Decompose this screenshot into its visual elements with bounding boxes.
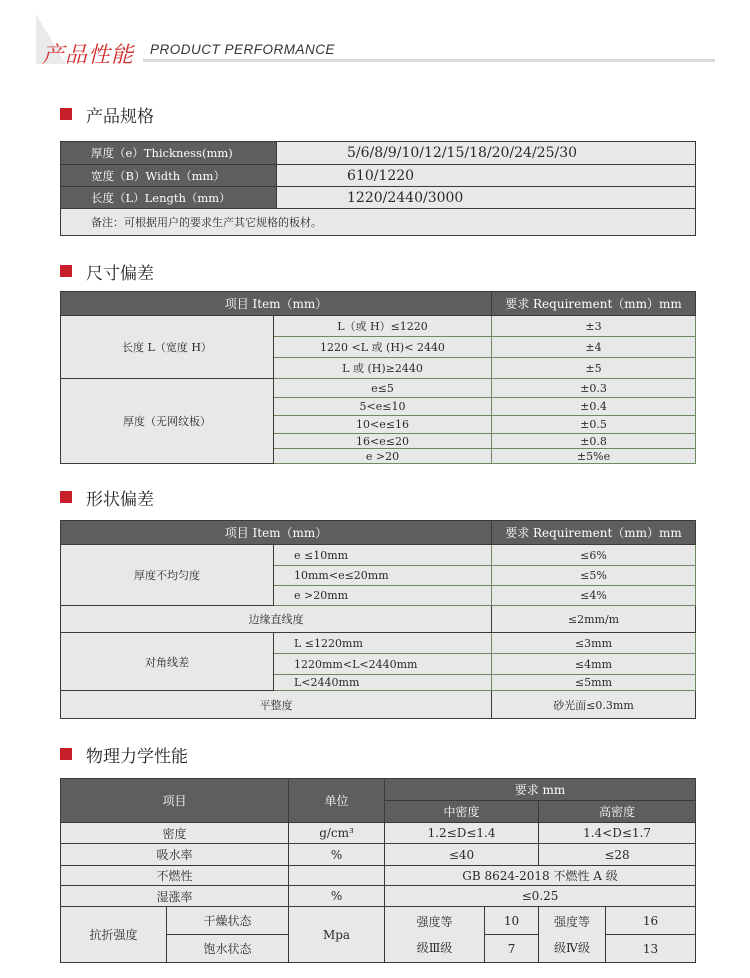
req-cell: ±0.5 xyxy=(492,416,696,434)
req-cell: ±0.8 xyxy=(492,434,696,449)
spec-key: 宽度（B）Width（mm） xyxy=(61,165,277,187)
section-spec-title xyxy=(60,103,154,125)
section-title-text: 尺寸偏差 xyxy=(86,263,154,284)
cond-cell: e >20 xyxy=(274,449,492,464)
col-header-req: 要求 Requirement（mm）mm xyxy=(492,521,696,545)
table-row xyxy=(61,823,696,844)
req-cell: ±3 xyxy=(492,316,696,337)
col-header-item: 项目 Item（mm） xyxy=(61,292,492,316)
req-cell: ≤3mm xyxy=(492,633,696,654)
col-header-req: 要求 mm xyxy=(385,779,696,801)
group-name: 厚度不均匀度 xyxy=(61,545,274,606)
high-grade-line1: 强度等 xyxy=(554,914,591,929)
table-row xyxy=(61,907,696,935)
table-row xyxy=(61,292,696,316)
col-header-mid: 中密度 xyxy=(385,801,539,823)
section-marker-icon xyxy=(60,108,72,120)
cond-cell: e >20mm xyxy=(274,586,492,606)
header-title-en: PRODUCT PERFORMANCE xyxy=(150,42,336,57)
mid-dry-value: 10 xyxy=(485,907,539,935)
group-name: 长度 L（宽度 H） xyxy=(61,316,274,379)
prop-req: ≤0.25 xyxy=(385,886,696,907)
req-cell: ±5 xyxy=(492,358,696,379)
edge-name: 边缘直线度 xyxy=(61,606,492,633)
cond-cell: 10<e≤16 xyxy=(274,416,492,434)
col-header-item: 项目 Item（mm） xyxy=(61,521,492,545)
section-shape-title xyxy=(60,486,154,508)
prop-high: ≤28 xyxy=(539,844,696,866)
prop-name: 湿涨率 xyxy=(61,886,289,907)
prop-name: 抗折强度 xyxy=(61,907,167,963)
mid-grade-line1: 强度等 xyxy=(416,914,453,929)
cond-cell: L（或 H）≤1220 xyxy=(274,316,492,337)
spec-key: 厚度（e）Thickness(mm) xyxy=(61,142,277,165)
prop-unit: % xyxy=(289,844,385,866)
req-cell: ±5%e xyxy=(492,449,696,464)
req-cell: ≤2mm/m xyxy=(492,606,696,633)
table-row xyxy=(61,142,696,165)
table-row xyxy=(61,187,696,209)
section-dim-title xyxy=(60,260,154,282)
table-row xyxy=(61,691,696,719)
req-cell: ≤6% xyxy=(492,545,696,566)
table-row xyxy=(61,165,696,187)
table-row xyxy=(61,606,696,633)
high-grade xyxy=(539,907,606,963)
req-cell: 砂光面≤0.3mm xyxy=(492,691,696,719)
cond-cell: L 或 (H)≥2440 xyxy=(274,358,492,379)
col-header-item: 项目 xyxy=(61,779,289,823)
prop-req: GB 8624-2018 不燃性 A 级 xyxy=(385,866,696,886)
prop-unit: Mpa xyxy=(289,907,385,963)
mid-wet-value: 7 xyxy=(485,935,539,963)
spec-table xyxy=(60,141,696,236)
req-cell: ≤4% xyxy=(492,586,696,606)
mid-grade xyxy=(385,907,485,963)
spec-key: 长度（L）Length（mm） xyxy=(61,187,277,209)
prop-mid: 1.2≤D≤1.4 xyxy=(385,823,539,844)
req-cell: ≤4mm xyxy=(492,654,696,675)
table-row xyxy=(61,866,696,886)
table-row xyxy=(61,779,696,801)
dim-table xyxy=(60,291,696,464)
prop-unit: g/cm³ xyxy=(289,823,385,844)
prop-name: 不燃性 xyxy=(61,866,289,886)
col-header-req: 要求 Requirement（mm）mm xyxy=(492,292,696,316)
section-marker-icon xyxy=(60,265,72,277)
table-row xyxy=(61,545,696,566)
high-grade-line2: 级Ⅳ级 xyxy=(554,940,591,955)
section-marker-icon xyxy=(60,748,72,760)
table-row xyxy=(61,316,696,337)
flat-name: 平整度 xyxy=(61,691,492,719)
col-header-high: 高密度 xyxy=(539,801,696,823)
cond-cell: 16<e≤20 xyxy=(274,434,492,449)
prop-high: 1.4<D≤1.7 xyxy=(539,823,696,844)
section-marker-icon xyxy=(60,491,72,503)
req-cell: ≤5% xyxy=(492,566,696,586)
table-row xyxy=(61,633,696,654)
cond-cell: 1220 <L 或 (H)< 2440 xyxy=(274,337,492,358)
spec-note: 备注：可根据用户的要求生产其它规格的板材。 xyxy=(61,209,696,236)
table-row xyxy=(61,886,696,907)
cond-cell: 5<e≤10 xyxy=(274,398,492,416)
cond-cell: 1220mm<L<2440mm xyxy=(274,654,492,675)
cond-cell: 10mm<e≤20mm xyxy=(274,566,492,586)
table-row xyxy=(61,209,696,236)
group-name: 对角线差 xyxy=(61,633,274,691)
col-header-unit: 单位 xyxy=(289,779,385,823)
cond-cell: L<2440mm xyxy=(274,675,492,691)
bend-wet-label: 饱水状态 xyxy=(167,935,289,963)
prop-unit: % xyxy=(289,886,385,907)
header-divider xyxy=(143,59,715,62)
cond-cell: L ≤1220mm xyxy=(274,633,492,654)
prop-unit xyxy=(289,866,385,886)
req-cell: ±4 xyxy=(492,337,696,358)
phys-table xyxy=(60,778,696,963)
group-name: 厚度（无网纹板） xyxy=(61,379,274,464)
cond-cell: e ≤10mm xyxy=(274,545,492,566)
section-title-text: 物理力学性能 xyxy=(86,746,188,767)
spec-value: 610/1220 xyxy=(277,165,696,187)
header-title-cn: 产品性能 xyxy=(42,43,135,68)
high-wet-value: 13 xyxy=(606,935,696,963)
prop-mid: ≤40 xyxy=(385,844,539,866)
cond-cell: e≤5 xyxy=(274,379,492,398)
req-cell: ±0.3 xyxy=(492,379,696,398)
table-row xyxy=(61,521,696,545)
spec-value: 1220/2440/3000 xyxy=(277,187,696,209)
section-title-text: 形状偏差 xyxy=(86,489,154,510)
high-dry-value: 16 xyxy=(606,907,696,935)
shape-table xyxy=(60,520,696,719)
prop-name: 密度 xyxy=(61,823,289,844)
spec-value: 5/6/8/9/10/12/15/18/20/24/25/30 xyxy=(277,142,696,165)
req-cell: ±0.4 xyxy=(492,398,696,416)
table-row xyxy=(61,379,696,398)
section-phys-title xyxy=(60,743,188,765)
req-cell: ≤5mm xyxy=(492,675,696,691)
bend-dry-label: 干燥状态 xyxy=(167,907,289,935)
mid-grade-line2: 级Ⅲ级 xyxy=(416,940,453,955)
table-row xyxy=(61,844,696,866)
prop-name: 吸水率 xyxy=(61,844,289,866)
section-title-text: 产品规格 xyxy=(86,106,154,127)
